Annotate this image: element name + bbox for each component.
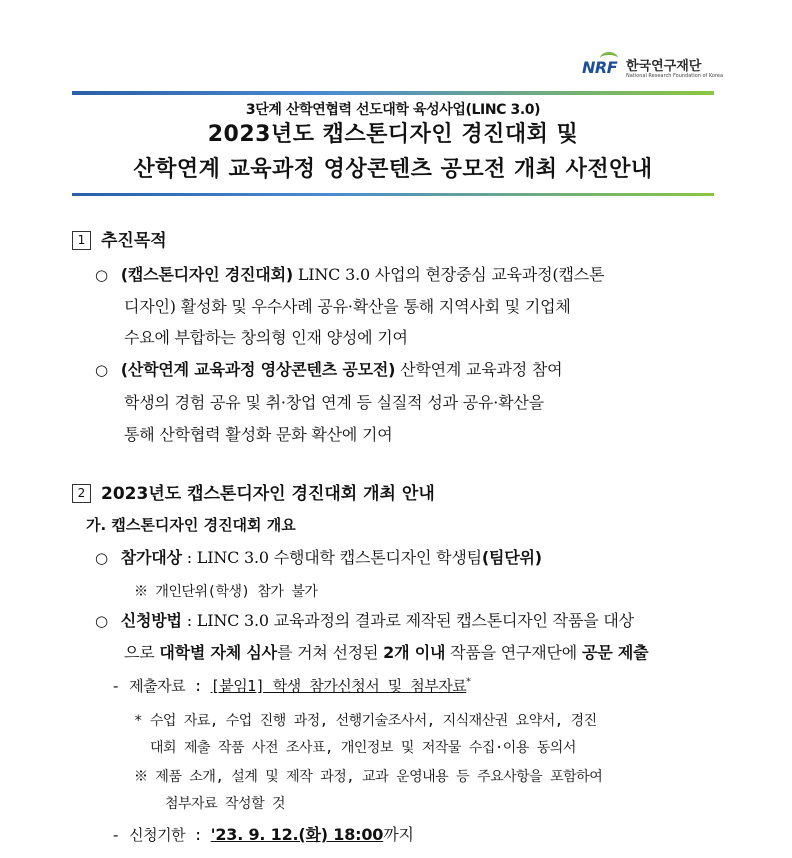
nrf-logo [582,52,724,86]
method-line1 [95,608,634,631]
method-official-submit: 공문 제출 [581,643,649,662]
note-star-line2: 대회 제출 작품 사전 조사표, 개인정보 및 저작물 수집·이용 동의서 [150,740,576,756]
dash-bullet: - [113,825,119,844]
section1-title: 추진목적 [101,231,167,251]
logo-name-korean: 한국연구재단 [626,59,702,74]
participants-label: 참가대상 [120,548,182,567]
section2-heading [72,479,435,504]
logo-name-english: National Research Foundation of Korea [626,73,724,79]
submit-docs-line [113,675,471,696]
method-self-review: 대학별 자체 심사 [159,643,277,662]
dash-bullet: - [113,676,119,695]
logo-mark: NRF [582,58,618,77]
section1-number: 1 [72,231,91,250]
method-line2 [124,640,648,663]
participants-text: : LINC 3.0 수행대학 캡스톤디자인 학생팀 [181,548,482,567]
item1-bold-label: (캡스톤디자인 경진대회) [120,265,293,284]
document-title-line1: 2023년도 캡스톤디자인 경진대회 및 [207,122,579,147]
section1-item1-line3: 수요에 부합하는 창의형 인재 양성에 기여 [124,328,408,347]
participants-team-unit: (팀단위) [481,548,542,567]
method-line1-text: : LINC 3.0 교육과정의 결과로 제작된 캡스톤디자인 작품을 대상 [181,611,634,630]
section1-item1-line1 [95,262,604,285]
section1-item2-line1 [95,357,562,380]
participants-line [95,545,542,568]
bullet-circle-icon: ○ [95,549,108,567]
deadline-tail: 까지 [383,825,414,844]
note-ref-line1: ※ 제품 소개, 설계 및 제작 과정, 교과 운영내용 등 주요사항을 포함하여 [134,769,603,785]
submit-docs-value: [붙임1] 학생 참가신청서 및 첨부자료 [210,677,467,695]
method-text-c: 를 거쳐 선정된 [276,643,384,662]
submit-docs-label: 제출자료 : [129,677,211,695]
section1-item2-line2: 학생의 경험 공유 및 취·창업 연계 등 실질적 성과 공유·확산을 [124,393,544,412]
submit-docs-footnote-mark: * [466,677,471,688]
section2-subheading-a: 가. 캡스톤디자인 경진대회 개요 [86,516,296,534]
bullet-circle-icon: ○ [95,612,108,630]
participants-note: ※ 개인단위(학생) 참가 불가 [134,584,318,600]
bullet-circle-icon: ○ [95,266,108,284]
method-limit: 2개 이내 [383,643,446,662]
item2-line1-text: 산학연계 교육과정 참여 [395,360,563,379]
note-star-line1: * 수업 자료, 수업 진행 과정, 선행기술조사서, 지식재산권 요약서, 경진 [134,713,597,729]
section1-heading [72,226,167,251]
section1-item1-line2: 디자인) 활성화 및 우수사례 공유·확산을 통해 지역사회 및 기업체 [124,297,571,316]
method-text-a: 으로 [124,643,160,662]
header-top-bar [72,91,714,95]
document-subtitle: 3단계 산학연협력 선도대학 육성사업(LINC 3.0) [245,102,541,118]
method-label: 신청방법 [120,611,182,630]
deadline-value: '23. 9. 12.(화) 18:00 [210,825,384,844]
section1-item2-line3: 통해 산학협력 활성화 문화 확산에 기여 [124,425,393,444]
header-bottom-bar [72,193,714,196]
method-text-e: 작품을 연구재단에 [445,643,582,662]
deadline-line [113,822,414,845]
bullet-circle-icon: ○ [95,361,108,379]
document-title-line2: 산학연계 교육과정 영상콘텐츠 공모전 개최 사전안내 [133,157,653,182]
note-ref-line2: 첨부자료 작성할 것 [165,796,286,812]
section2-title: 2023년도 캡스톤디자인 경진대회 개최 안내 [101,484,435,504]
deadline-label: 신청기한 : [129,826,211,844]
section2-number: 2 [72,484,91,503]
item1-line1-text: LINC 3.0 사업의 현장중심 교육과정(캡스톤 [292,265,605,284]
item2-bold-label: (산학연계 교육과정 영상콘텐츠 공모전) [120,360,396,379]
